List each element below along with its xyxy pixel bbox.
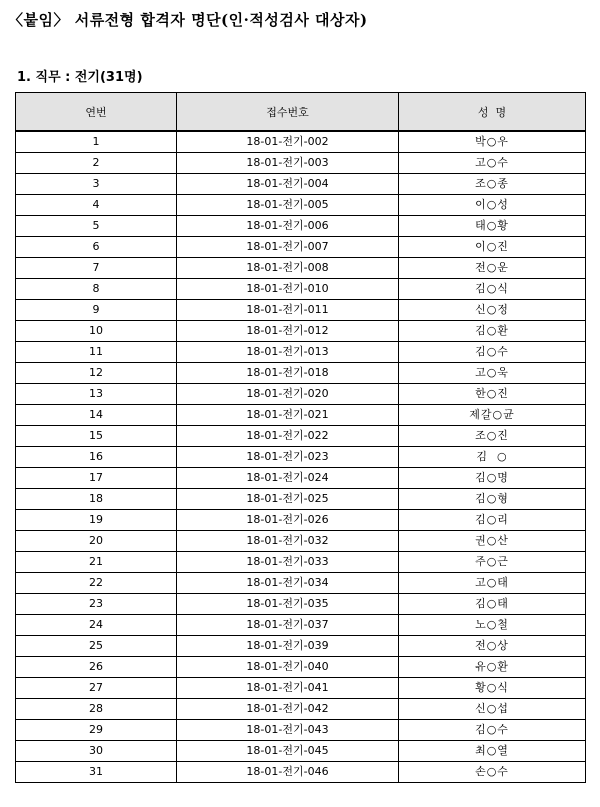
- table-row: [16, 510, 586, 531]
- table-row: [16, 699, 586, 720]
- application-number-cell: 18-01-전기-045: [177, 741, 399, 762]
- serial-number-cell: 24: [16, 615, 177, 636]
- table-row: [16, 636, 586, 657]
- application-number-cell: 18-01-전기-046: [177, 762, 399, 783]
- table-row: [16, 384, 586, 405]
- name-cell: 박○우: [399, 131, 586, 153]
- serial-number-cell: 28: [16, 699, 177, 720]
- name-cell: 황○식: [399, 678, 586, 699]
- serial-number-cell: 2: [16, 153, 177, 174]
- application-number-cell: 18-01-전기-020: [177, 384, 399, 405]
- application-number-cell: 18-01-전기-002: [177, 131, 399, 153]
- serial-number-cell: 9: [16, 300, 177, 321]
- serial-number-cell: 26: [16, 657, 177, 678]
- table-row: [16, 573, 586, 594]
- application-number-cell: 18-01-전기-022: [177, 426, 399, 447]
- name-cell: 고○태: [399, 573, 586, 594]
- document-title: 〈붙임〉 서류전형 합격자 명단(인·적성검사 대상자): [8, 11, 368, 29]
- serial-number-cell: 16: [16, 447, 177, 468]
- application-number-cell: 18-01-전기-043: [177, 720, 399, 741]
- table-row: [16, 321, 586, 342]
- header-serial-number: 연번: [16, 93, 177, 132]
- table-row: [16, 594, 586, 615]
- serial-number-cell: 20: [16, 531, 177, 552]
- application-number-cell: 18-01-전기-021: [177, 405, 399, 426]
- table-row: [16, 216, 586, 237]
- table-row: [16, 615, 586, 636]
- application-number-cell: 18-01-전기-006: [177, 216, 399, 237]
- serial-number-cell: 8: [16, 279, 177, 300]
- table-header-row: [16, 93, 586, 132]
- table-row: [16, 657, 586, 678]
- application-number-cell: 18-01-전기-012: [177, 321, 399, 342]
- serial-number-cell: 14: [16, 405, 177, 426]
- application-number-cell: 18-01-전기-024: [177, 468, 399, 489]
- table-row: [16, 531, 586, 552]
- application-number-cell: 18-01-전기-003: [177, 153, 399, 174]
- serial-number-cell: 31: [16, 762, 177, 783]
- name-cell: 조○종: [399, 174, 586, 195]
- table-row: [16, 300, 586, 321]
- serial-number-cell: 17: [16, 468, 177, 489]
- application-number-cell: 18-01-전기-011: [177, 300, 399, 321]
- serial-number-cell: 19: [16, 510, 177, 531]
- application-number-cell: 18-01-전기-037: [177, 615, 399, 636]
- serial-number-cell: 18: [16, 489, 177, 510]
- name-cell: 김○수: [399, 720, 586, 741]
- name-cell: 주○근: [399, 552, 586, 573]
- name-cell: 권○산: [399, 531, 586, 552]
- name-cell: 김○수: [399, 342, 586, 363]
- application-number-cell: 18-01-전기-042: [177, 699, 399, 720]
- name-cell: 태○황: [399, 216, 586, 237]
- name-cell: 고○수: [399, 153, 586, 174]
- table-row: [16, 195, 586, 216]
- application-number-cell: 18-01-전기-010: [177, 279, 399, 300]
- name-cell: 노○철: [399, 615, 586, 636]
- name-cell: 최○열: [399, 741, 586, 762]
- serial-number-cell: 4: [16, 195, 177, 216]
- serial-number-cell: 22: [16, 573, 177, 594]
- section-heading: 1. 직무 : 전기(31명): [17, 70, 143, 85]
- serial-number-cell: 27: [16, 678, 177, 699]
- serial-number-cell: 29: [16, 720, 177, 741]
- name-cell: 고○욱: [399, 363, 586, 384]
- serial-number-cell: 11: [16, 342, 177, 363]
- table-row: [16, 258, 586, 279]
- table-row: [16, 762, 586, 783]
- serial-number-cell: 13: [16, 384, 177, 405]
- application-number-cell: 18-01-전기-032: [177, 531, 399, 552]
- name-cell: 김○리: [399, 510, 586, 531]
- serial-number-cell: 30: [16, 741, 177, 762]
- table-row: [16, 741, 586, 762]
- application-number-cell: 18-01-전기-026: [177, 510, 399, 531]
- table-row: [16, 426, 586, 447]
- name-cell: 한○진: [399, 384, 586, 405]
- name-cell: 김○형: [399, 489, 586, 510]
- table-row: [16, 468, 586, 489]
- application-number-cell: 18-01-전기-041: [177, 678, 399, 699]
- table-row: [16, 447, 586, 468]
- name-cell: 전○운: [399, 258, 586, 279]
- name-cell: 조○진: [399, 426, 586, 447]
- header-name: 성 명: [399, 93, 586, 132]
- name-cell: 이○진: [399, 237, 586, 258]
- serial-number-cell: 23: [16, 594, 177, 615]
- table-row: [16, 363, 586, 384]
- table-row: [16, 279, 586, 300]
- name-cell: 손○수: [399, 762, 586, 783]
- serial-number-cell: 6: [16, 237, 177, 258]
- table-row: [16, 720, 586, 741]
- serial-number-cell: 15: [16, 426, 177, 447]
- application-number-cell: 18-01-전기-004: [177, 174, 399, 195]
- serial-number-cell: 10: [16, 321, 177, 342]
- table-row: [16, 153, 586, 174]
- header-application-number: 접수번호: [177, 93, 399, 132]
- table-row: [16, 131, 586, 153]
- name-cell: 제갈○균: [399, 405, 586, 426]
- serial-number-cell: 21: [16, 552, 177, 573]
- application-number-cell: 18-01-전기-023: [177, 447, 399, 468]
- application-number-cell: 18-01-전기-005: [177, 195, 399, 216]
- name-cell: 김 ○: [399, 447, 586, 468]
- name-cell: 이○성: [399, 195, 586, 216]
- serial-number-cell: 7: [16, 258, 177, 279]
- serial-number-cell: 12: [16, 363, 177, 384]
- application-number-cell: 18-01-전기-007: [177, 237, 399, 258]
- name-cell: 김○명: [399, 468, 586, 489]
- serial-number-cell: 25: [16, 636, 177, 657]
- application-number-cell: 18-01-전기-039: [177, 636, 399, 657]
- application-number-cell: 18-01-전기-040: [177, 657, 399, 678]
- table-row: [16, 405, 586, 426]
- serial-number-cell: 3: [16, 174, 177, 195]
- application-number-cell: 18-01-전기-033: [177, 552, 399, 573]
- table-row: [16, 678, 586, 699]
- applicant-table: [15, 92, 586, 783]
- name-cell: 김○식: [399, 279, 586, 300]
- application-number-cell: 18-01-전기-013: [177, 342, 399, 363]
- table-row: [16, 342, 586, 363]
- name-cell: 김○환: [399, 321, 586, 342]
- application-number-cell: 18-01-전기-018: [177, 363, 399, 384]
- table-row: [16, 489, 586, 510]
- application-number-cell: 18-01-전기-034: [177, 573, 399, 594]
- serial-number-cell: 5: [16, 216, 177, 237]
- name-cell: 김○태: [399, 594, 586, 615]
- name-cell: 유○환: [399, 657, 586, 678]
- table-row: [16, 174, 586, 195]
- table-body: [16, 131, 586, 783]
- table-row: [16, 237, 586, 258]
- name-cell: 신○섭: [399, 699, 586, 720]
- name-cell: 신○정: [399, 300, 586, 321]
- application-number-cell: 18-01-전기-025: [177, 489, 399, 510]
- serial-number-cell: 1: [16, 131, 177, 153]
- application-number-cell: 18-01-전기-035: [177, 594, 399, 615]
- application-number-cell: 18-01-전기-008: [177, 258, 399, 279]
- name-cell: 전○상: [399, 636, 586, 657]
- table-row: [16, 552, 586, 573]
